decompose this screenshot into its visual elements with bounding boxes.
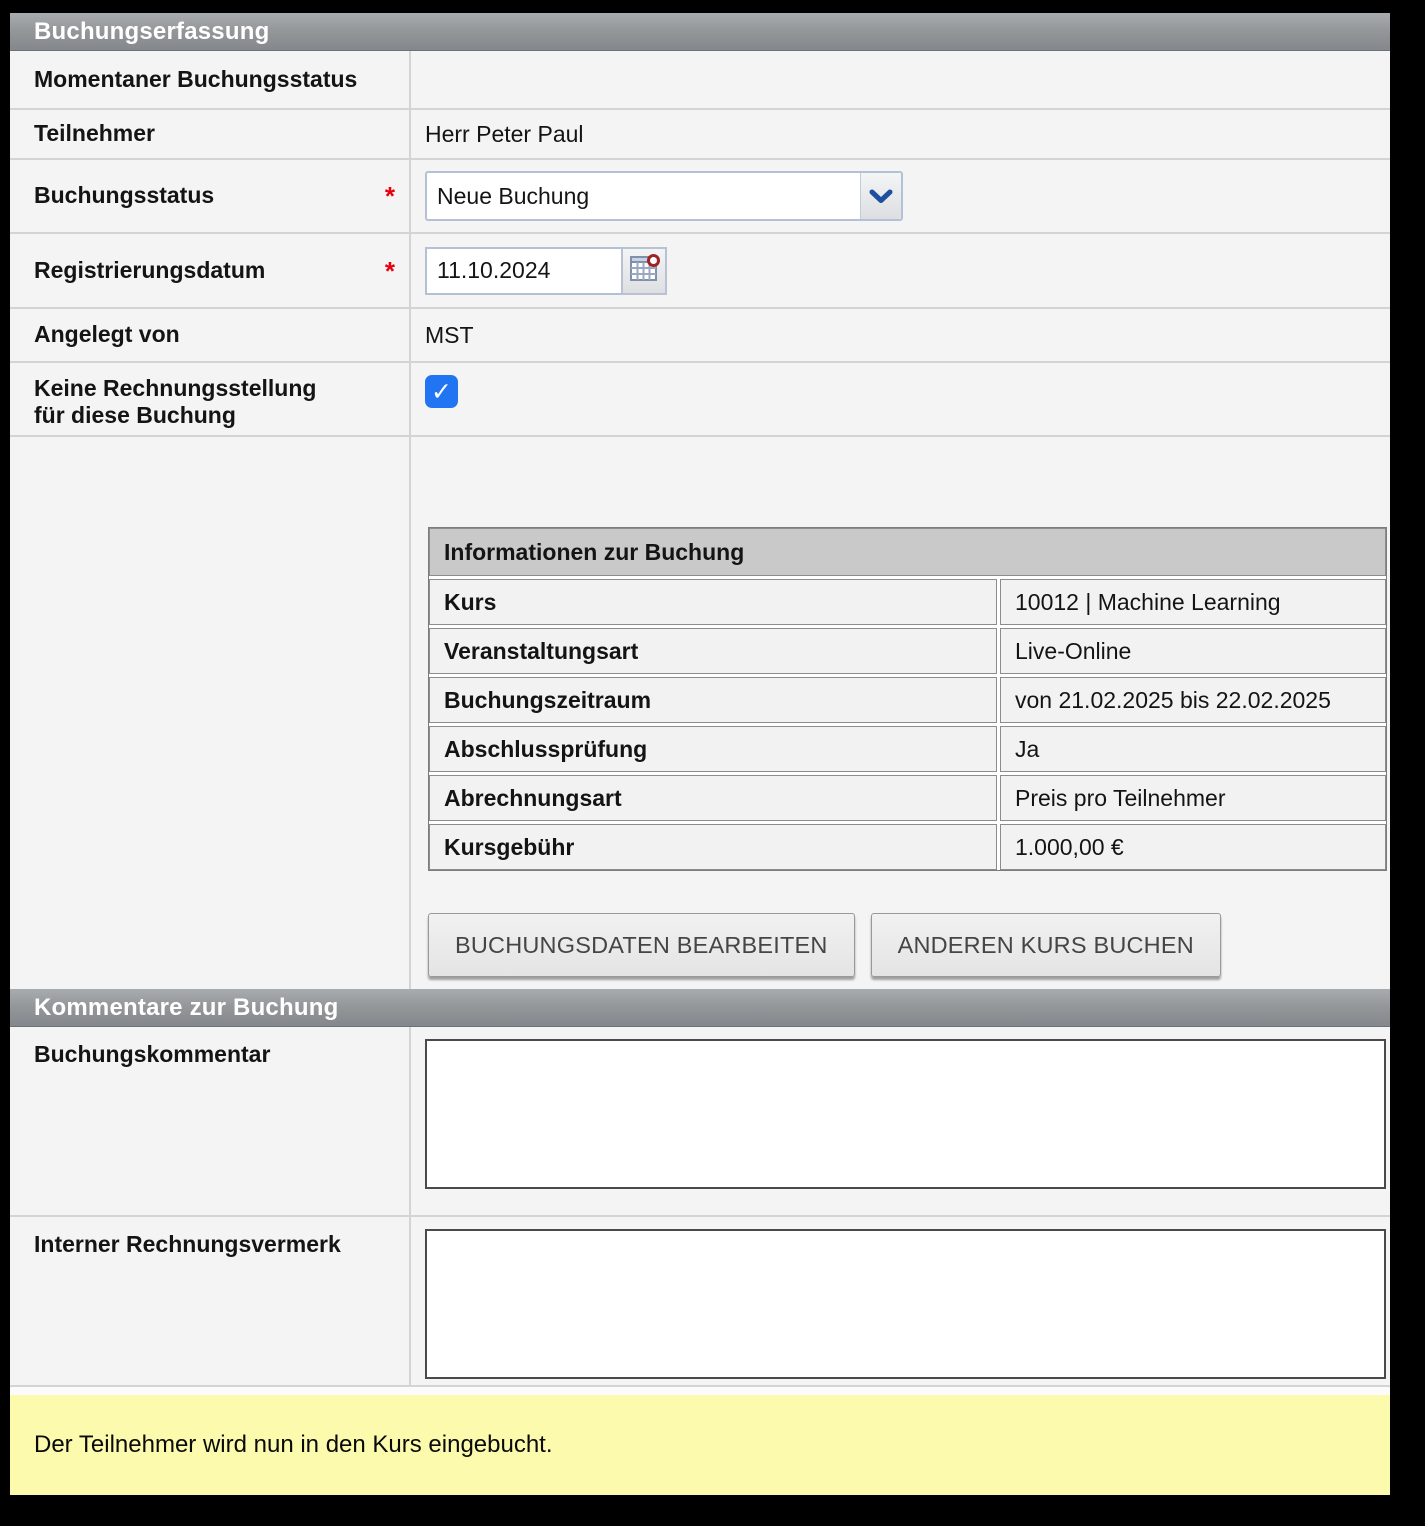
angelegt-von-value: MST: [425, 321, 474, 348]
info-row-kurs-value: 10012 | Machine Learning: [1000, 579, 1386, 625]
no-invoice-checkbox[interactable]: [425, 375, 458, 408]
teilnehmer-value: Herr Peter Paul: [425, 120, 584, 147]
registration-date-input[interactable]: [425, 247, 621, 295]
info-row-abrechnungsart-label: Abrechnungsart: [429, 775, 997, 821]
info-row-veranstaltungsart-label: Veranstaltungsart: [429, 628, 997, 674]
form-row-momentaner-buchungsstatus: [10, 51, 1390, 108]
info-row-buchungszeitraum-label: Buchungszeitraum: [429, 677, 997, 723]
edit-booking-data-button[interactable]: BUCHUNGSDATEN BEARBEITEN: [428, 913, 855, 977]
buchungsstatus-label: Buchungsstatus: [34, 182, 215, 209]
momentaner-buchungsstatus-label: Momentaner Buchungsstatus: [34, 65, 358, 92]
info-row-abrechnungsart-value: Preis pro Teilnehmer: [1000, 775, 1386, 821]
angelegt-von-label: Angelegt von: [34, 321, 180, 348]
info-row-abschlusspruefung-value: Ja: [1000, 726, 1386, 772]
info-row-veranstaltungsart-value: Live-Online: [1000, 628, 1386, 674]
form-row-interner-rechnungsvermerk: [10, 1215, 1390, 1385]
book-other-course-button[interactable]: ANDEREN KURS BUCHEN: [871, 913, 1221, 977]
status-banner-text: Der Teilnehmer wird nun in den Kurs eingebucht.: [34, 1431, 553, 1458]
section-header-buchungserfassung: [10, 13, 1390, 51]
info-row-abschlusspruefung-label: Abschlussprüfung: [429, 726, 997, 772]
registrierungsdatum-label: Registrierungsdatum: [34, 256, 266, 283]
info-row-kursgebuehr-value: 1.000,00 €: [1000, 824, 1386, 870]
buchungskommentar-label: Buchungskommentar: [34, 1041, 271, 1067]
info-row-kursgebuehr-label: Kursgebühr: [429, 824, 997, 870]
booking-actions: [428, 913, 1390, 977]
form-row-angelegt-von: [10, 307, 1390, 361]
booking-status-select[interactable]: [425, 171, 903, 221]
required-asterisk: *: [384, 255, 395, 286]
keine-rechnungsstellung-label: Keine Rechnungsstellung für diese Buchung: [34, 375, 317, 429]
select-dropdown-button[interactable]: [860, 173, 901, 219]
internal-invoice-note-textarea[interactable]: [425, 1229, 1386, 1379]
info-table: [428, 527, 1387, 871]
status-banner: [10, 1395, 1390, 1495]
form-row-teilnehmer: [10, 108, 1390, 158]
interner-rechnungsvermerk-label: Interner Rechnungsvermerk: [34, 1231, 341, 1257]
section-title: Kommentare zur Buchung: [34, 993, 339, 1021]
calendar-button[interactable]: [621, 247, 667, 295]
required-asterisk: *: [384, 181, 395, 211]
booking-comment-textarea[interactable]: [425, 1039, 1386, 1189]
form-row-buchungsstatus: [10, 158, 1390, 232]
info-table-title: Informationen zur Buchung: [429, 528, 1386, 576]
info-row-kurs-label: Kurs: [429, 579, 997, 625]
teilnehmer-label: Teilnehmer: [34, 120, 155, 147]
booking-form: [10, 13, 1390, 1495]
form-row-buchungskommentar: [10, 1027, 1390, 1215]
calendar-icon: [628, 252, 660, 290]
info-row-buchungszeitraum-value: von 21.02.2025 bis 22.02.2025: [1000, 677, 1386, 723]
form-row-booking-info: [10, 435, 1390, 989]
section-title: Buchungserfassung: [34, 17, 270, 45]
form-row-registrierungsdatum: [10, 232, 1390, 307]
booking-status-selected-value: Neue Buchung: [437, 182, 590, 209]
check-icon: ✓: [431, 377, 452, 406]
chevron-down-icon: [869, 183, 893, 210]
divider: [10, 1385, 1390, 1395]
form-row-keine-rechnungsstellung: [10, 361, 1390, 435]
section-header-kommentare: [10, 989, 1390, 1027]
